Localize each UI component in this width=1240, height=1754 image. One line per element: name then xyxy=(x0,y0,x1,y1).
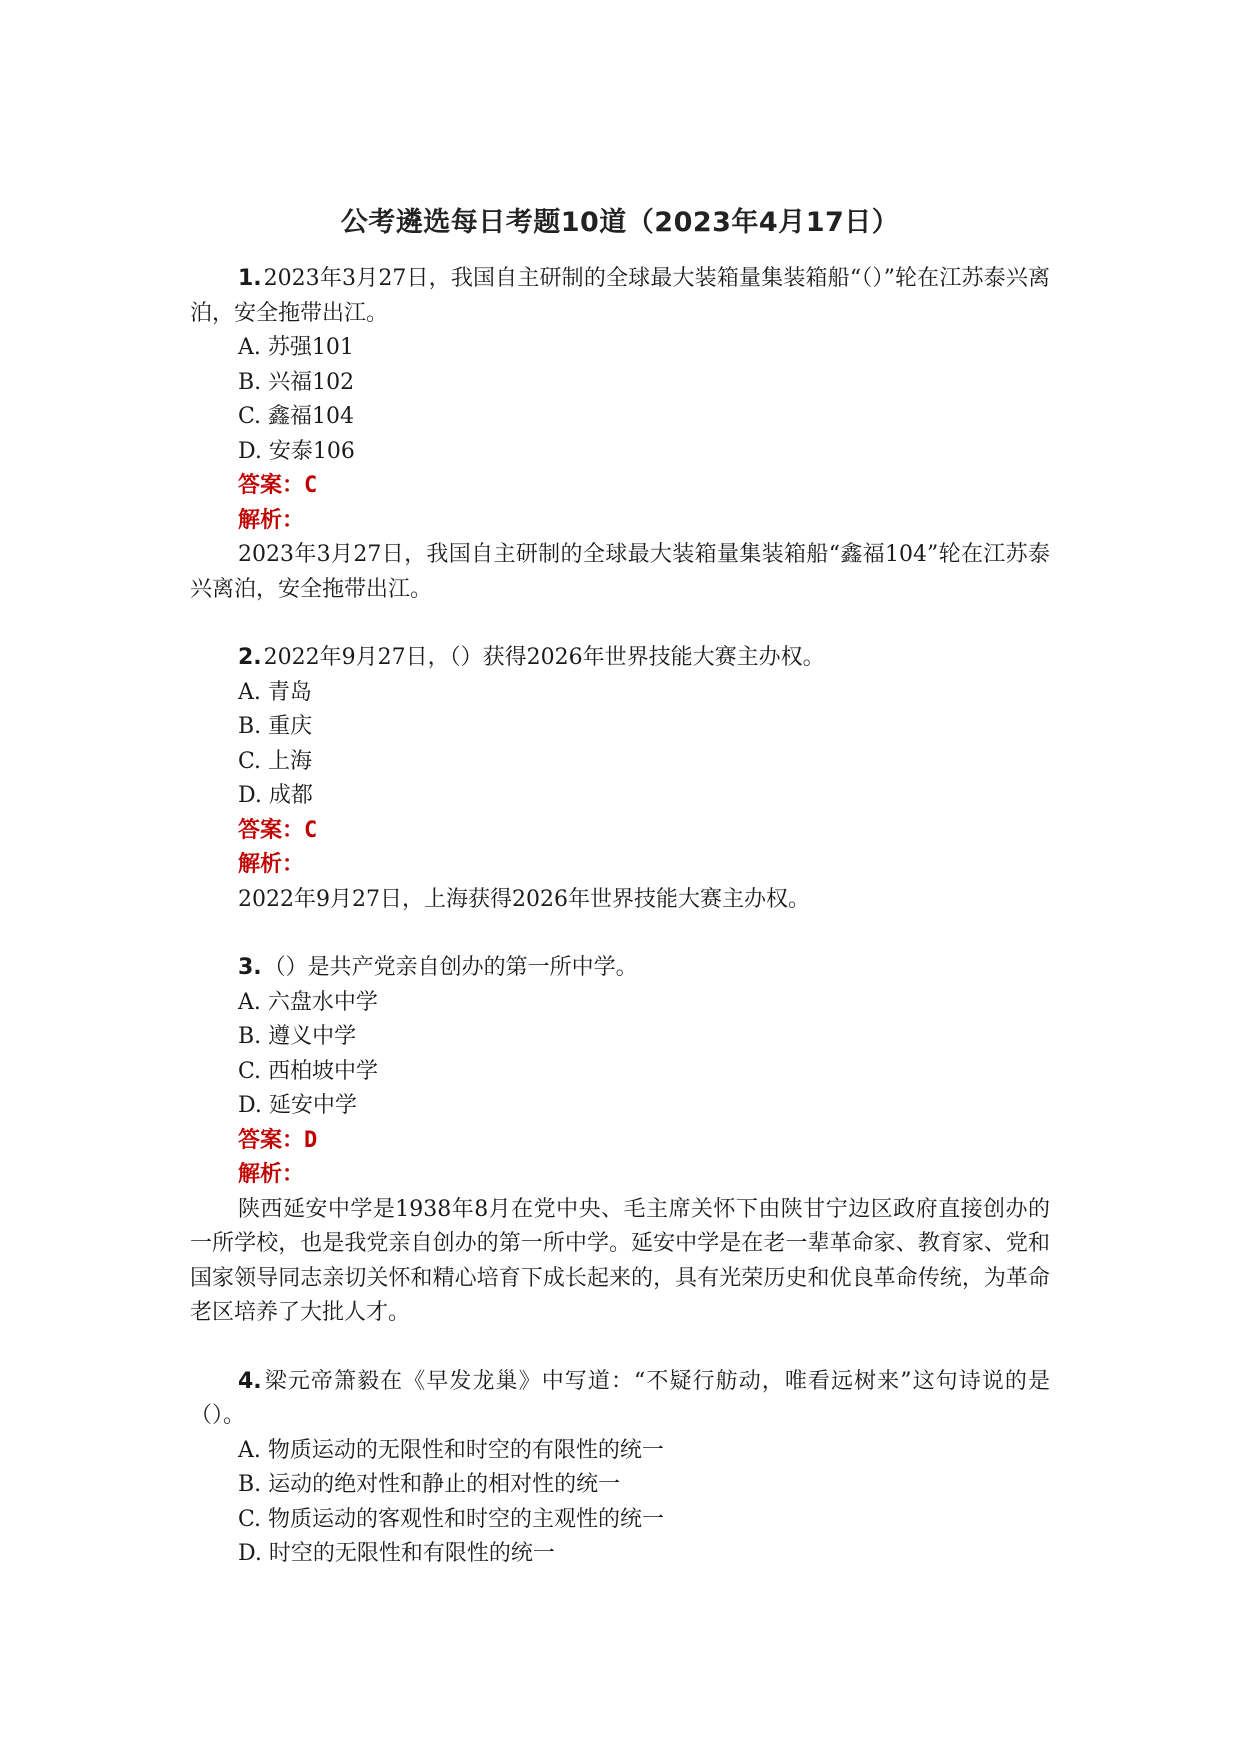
answer-label: 答案： xyxy=(238,473,305,498)
page-title: 公考遴选每日考题10道（2023年4月17日） xyxy=(340,207,900,238)
question-text: 梁元帝箫毅在《早发龙巢》中写道：“不疑行舫动，唯看远树来”这句诗说的是（）。 xyxy=(190,1368,1050,1428)
question-1 xyxy=(190,262,1050,607)
question-stem xyxy=(190,262,1050,331)
question-number: 4. xyxy=(238,1368,262,1394)
question-number: 3. xyxy=(238,955,262,980)
analysis-label: 解析： xyxy=(238,507,305,533)
option-d: D. 延安中学 xyxy=(238,1093,357,1118)
option-a: A. 物质运动的无限性和时空的有限性的统一 xyxy=(238,1437,664,1463)
option-c: C. 物质运动的客观性和时空的主观性的统一 xyxy=(238,1506,665,1532)
answer-line xyxy=(190,814,1050,849)
option-b: B. 重庆 xyxy=(238,714,313,739)
option-a: A. 六盘水中学 xyxy=(238,989,378,1015)
question-text: 2022年9月27日，（）获得2026年世界技能大赛主办权。 xyxy=(263,645,825,670)
question-4 xyxy=(190,1365,1050,1572)
question-number: 1. xyxy=(238,266,262,291)
option-a: A. 苏强101 xyxy=(238,335,354,360)
analysis-label: 解析： xyxy=(238,1162,305,1187)
answer-line xyxy=(190,469,1050,504)
answer-value: C xyxy=(304,473,318,498)
question-stem xyxy=(190,1365,1050,1434)
answer-value: D xyxy=(304,1127,318,1153)
question-list xyxy=(190,262,1050,1606)
option-c: C. 鑫福104 xyxy=(238,404,355,429)
analysis-text: 2022年9月27日，上海获得2026年世界技能大赛主办权。 xyxy=(238,886,810,912)
question-2 xyxy=(190,641,1050,917)
option-b: B. 兴福102 xyxy=(238,369,355,395)
question-text: 2023年3月27日，我国自主研制的全球最大装箱量集装箱船“（）”轮在江苏泰兴离泊，安全拖带出江。 xyxy=(190,266,1050,326)
option-c: C. 西柏坡中学 xyxy=(238,1058,379,1084)
question-stem xyxy=(190,951,1050,986)
option-d: D. 时空的无限性和有限性的统一 xyxy=(238,1541,555,1566)
answer-value: C xyxy=(304,817,318,843)
question-text: （）是共产党亲自创办的第一所中学。 xyxy=(263,955,638,980)
option-b: B. 遵义中学 xyxy=(238,1024,357,1049)
answer-label: 答案： xyxy=(238,817,305,843)
question-stem xyxy=(190,641,1050,676)
option-c: C. 上海 xyxy=(238,748,313,774)
option-d: D. 成都 xyxy=(238,783,313,808)
answer-label: 答案： xyxy=(238,1127,305,1153)
question-number: 2. xyxy=(238,645,262,670)
option-b: B. 运动的绝对性和静止的相对性的统一 xyxy=(238,1472,621,1497)
question-3 xyxy=(190,951,1050,1331)
analysis-text: 陕西延安中学是1938年8月在党中央、毛主席关怀下由陕甘宁边区政府直接创办的一所学校，也是我党亲自创办的第一所中学。延安中学是在老一辈革命家、教育家、党和国家领导同志亲切关怀和精心培育下成长起来的，具有光荣历史和优良革命传统，为革命老区培养了大批人才。 xyxy=(190,1196,1050,1325)
analysis-label: 解析： xyxy=(238,852,305,877)
option-d: D. 安泰106 xyxy=(238,438,355,464)
answer-line xyxy=(190,1124,1050,1159)
analysis-text: 2023年3月27日，我国自主研制的全球最大装箱量集装箱船“鑫福104”轮在江苏泰兴离泊，安全拖带出江。 xyxy=(190,542,1050,602)
option-a: A. 青岛 xyxy=(238,679,312,705)
